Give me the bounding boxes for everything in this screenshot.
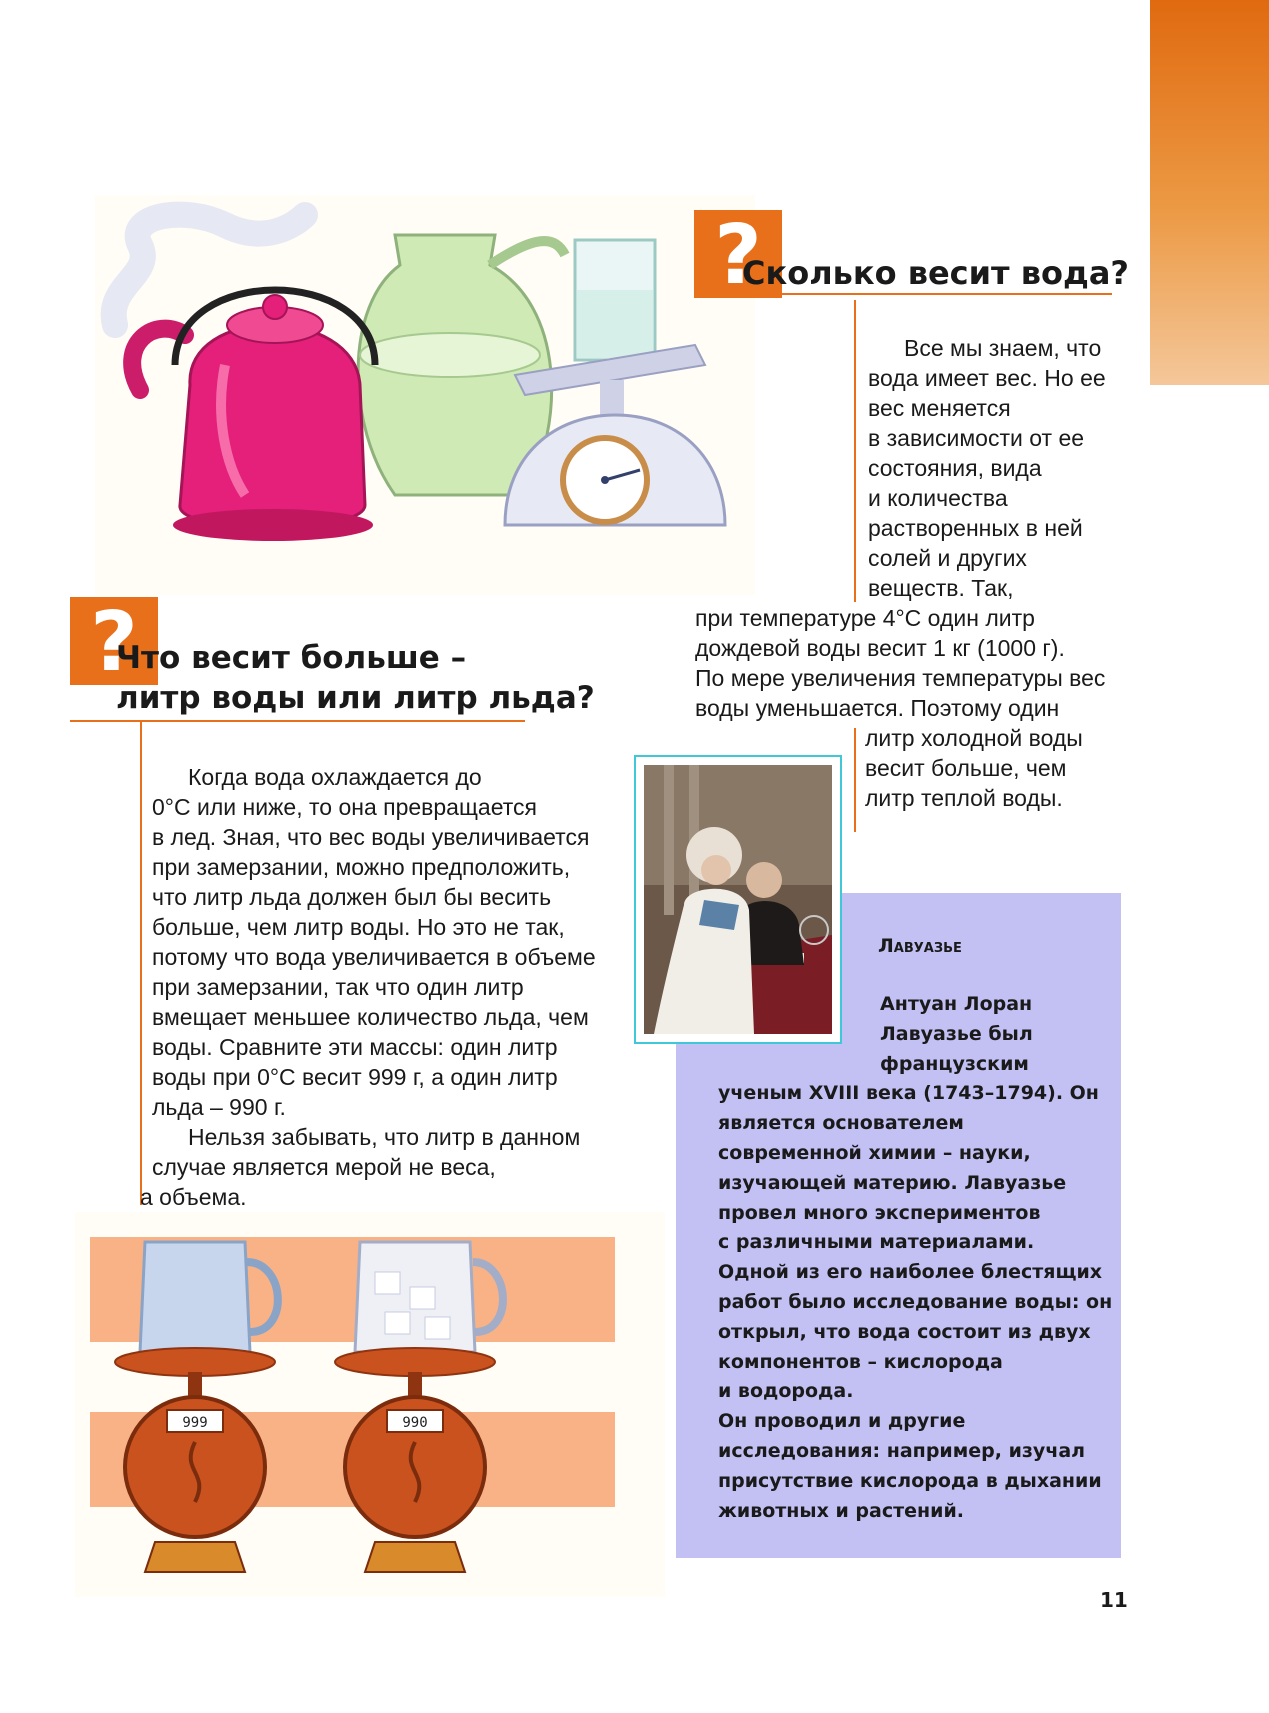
section-left-paragraph: [140, 762, 622, 1212]
text-line: льда – 990 г.: [152, 1094, 286, 1120]
text-line: дождевой воды весит 1 кг (1000 г).: [695, 635, 1065, 661]
text-line: вес меняется: [868, 395, 1011, 421]
text-line: в лед. Зная, что вес воды увеличивается: [152, 824, 590, 850]
text-line: при температуре 4°С один литр: [695, 605, 1035, 631]
section-title-water-vs-ice: Что весит больше –: [116, 640, 467, 676]
text-line: Когда вода охлаждается до: [188, 764, 482, 790]
text-line: изучающей материю. Лавуазье: [718, 1171, 1067, 1194]
heading-underline-right: [782, 293, 1112, 295]
text-line: воды. Сравните эти массы: один литр: [152, 1034, 558, 1060]
text-line: французским: [880, 1052, 1029, 1075]
text-line: животных и растений.: [718, 1499, 964, 1522]
text-line: вмещает меньшее количество льда, чем: [152, 1004, 589, 1030]
text-line: работ было исследование воды: он: [718, 1290, 1113, 1313]
text-line: Одной из его наиболее блестящих: [718, 1261, 1103, 1284]
text-line: что литр льда должен был бы весить: [152, 884, 552, 910]
text-line: с различными материалами.: [718, 1231, 1035, 1254]
text-line: больше, чем литр воды. Но это не так,: [152, 914, 565, 940]
text-line: компонентов – кислорода: [718, 1350, 1003, 1373]
info-box-text: [718, 990, 1118, 1526]
lavoisier-portrait-painting: [644, 765, 832, 1034]
text-line: исследования: например, изучал: [718, 1439, 1086, 1462]
text-line: открыл, что вода состоит из двух: [718, 1320, 1091, 1343]
question-mark-badge-right: ?: [694, 210, 782, 298]
text-line: растворенных в ней: [868, 515, 1083, 541]
water-vs-ice-scales-illustration: [75, 1212, 665, 1597]
question-mark-badge-left: ?: [70, 597, 158, 685]
text-line: и водорода.: [718, 1380, 854, 1403]
info-box-title: Лавуазье: [878, 935, 962, 957]
text-line: солей и других: [868, 545, 1027, 571]
text-line: при замерзании, можно предположить,: [152, 854, 571, 880]
text-line: провел много экспериментов: [718, 1201, 1041, 1224]
text-line: присутствие кислорода в дыхании: [718, 1469, 1102, 1492]
text-rule-left: [140, 722, 142, 1205]
text-line: ученым XVIII века (1743–1794). Он: [718, 1082, 1099, 1105]
text-line: современной химии – науки,: [718, 1141, 1031, 1164]
text-line: воды уменьшается. Поэтому один: [695, 695, 1060, 721]
side-tab-decoration: [1150, 0, 1269, 385]
text-line: Все мы знаем, что: [904, 335, 1102, 361]
text-line: литр холодной воды: [865, 725, 1083, 751]
text-line: состояния, вида: [868, 455, 1042, 481]
text-line: Он проводил и другие: [718, 1410, 966, 1433]
text-line: веществ. Так,: [868, 575, 1014, 601]
heading-underline-left: [70, 720, 525, 722]
text-line: и количества: [868, 485, 1008, 511]
text-line: воды при 0°С весит 999 г, а один литр: [152, 1064, 558, 1090]
text-line: потому что вода увеличивается в объеме: [152, 944, 596, 970]
page-number: 11: [1100, 1588, 1128, 1612]
text-line: случае является мерой не веса,: [152, 1154, 496, 1180]
section-title-water-vs-ice-line2: литр воды или литр льда?: [116, 680, 595, 716]
text-line: Антуан Лоран: [880, 993, 1033, 1015]
text-line: Лавуазье был: [880, 1022, 1033, 1045]
text-line: литр теплой воды.: [865, 785, 1063, 811]
lavoisier-portrait-frame: [634, 755, 842, 1044]
text-line: в зависимости от ее: [868, 425, 1085, 451]
text-line: Нельзя забывать, что литр в данном: [188, 1124, 581, 1150]
section-title-weight-of-water: Сколько весит вода?: [742, 254, 1129, 292]
left-scale-readout: 999: [182, 1415, 208, 1431]
text-line: весит больше, чем: [865, 755, 1067, 781]
section-right-paragraph: [695, 333, 1125, 813]
text-line: вода имеет вес. Но ее: [868, 365, 1106, 391]
text-line: По мере увеличения температуры вес: [695, 665, 1106, 691]
kettle-jug-scale-illustration: [95, 195, 755, 595]
text-line: является основателем: [718, 1112, 964, 1135]
right-scale-readout: 990: [402, 1415, 428, 1431]
text-line: при замерзании, так что один литр: [152, 974, 524, 1000]
text-line: 0°С или ниже, то она превращается: [152, 794, 537, 820]
text-line: а объема.: [140, 1184, 247, 1210]
